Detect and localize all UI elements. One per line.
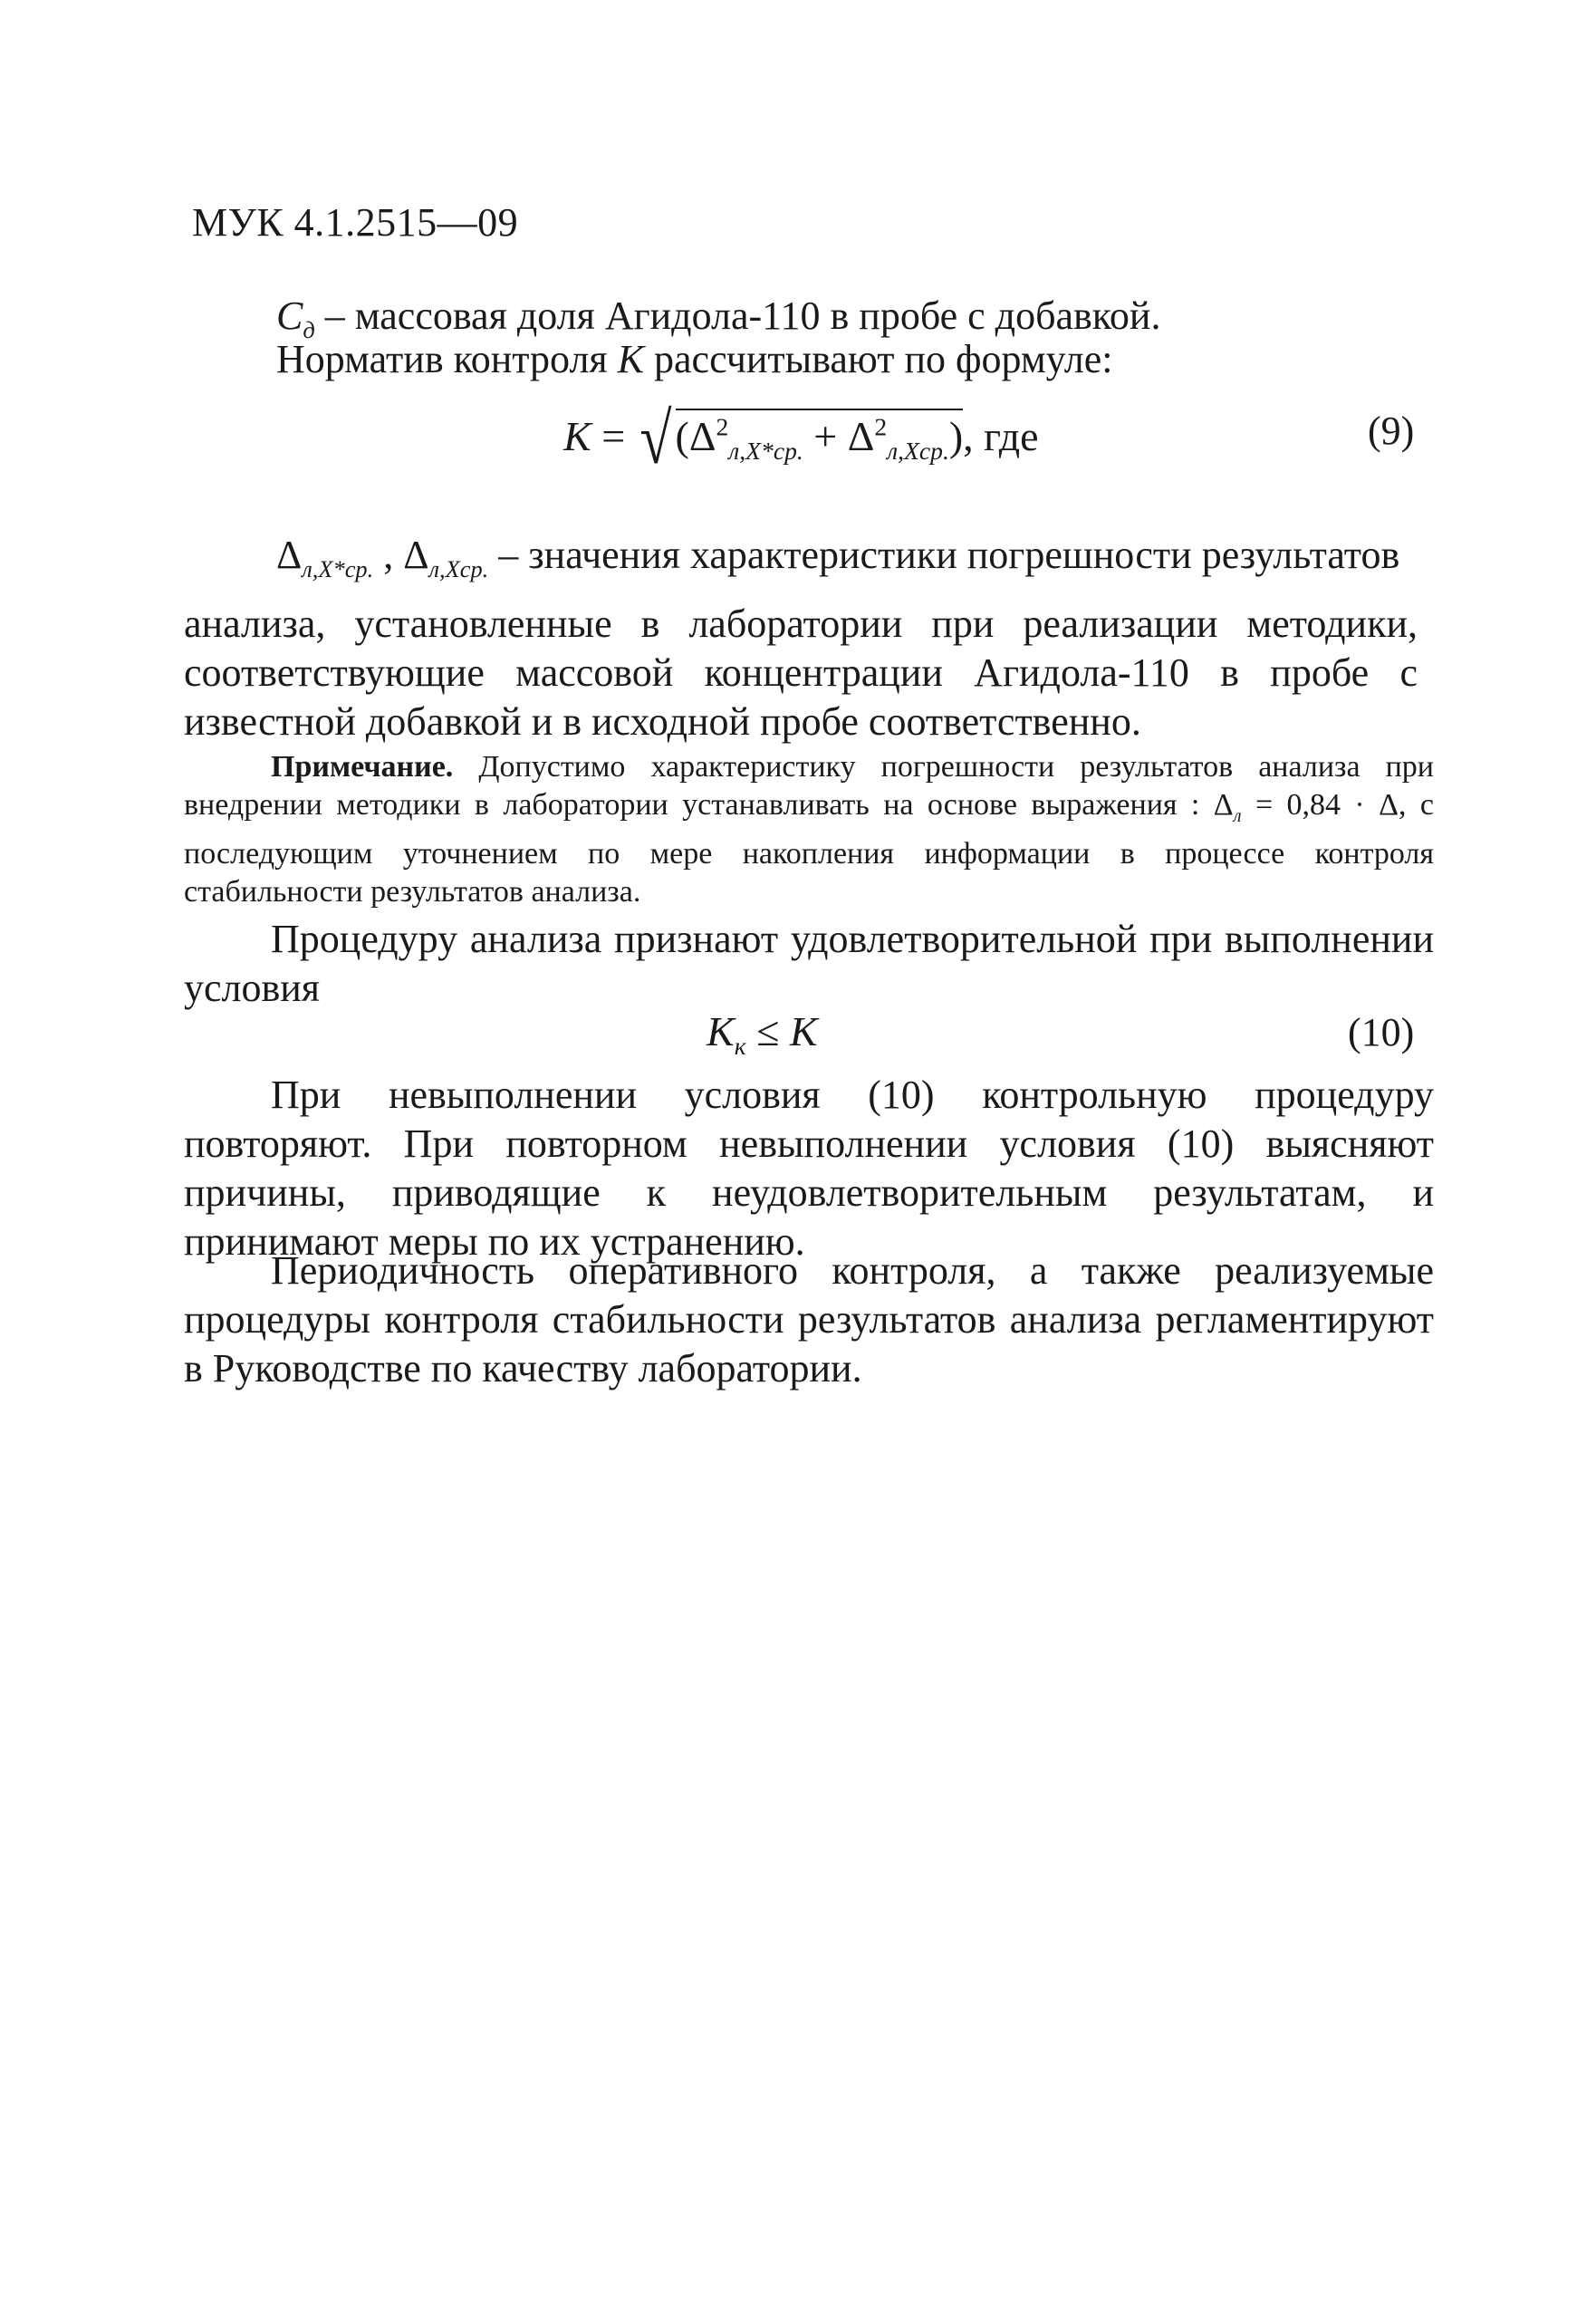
paragraph-2	[184, 915, 1434, 1013]
norm-symbol: K	[617, 337, 645, 381]
delta-comma: ,	[373, 533, 404, 577]
sqrt-radicand	[676, 409, 964, 466]
delta-definition-text: – значения характеристики погрешности результатов	[488, 533, 1400, 577]
formula10-lhs: K	[707, 1008, 735, 1054]
cd-definition-text: – массовая доля Агидола-110 в пробе с добавкой.	[314, 294, 1161, 338]
formula9-sub1: л,X*ср.	[728, 437, 803, 466]
formula9-close: )	[948, 413, 964, 459]
delta2: Δ	[403, 533, 429, 577]
formula9-sub2: л,Xср.	[887, 437, 949, 466]
formula9-lhs: K	[563, 413, 591, 459]
sqrt-sign: √	[639, 399, 672, 479]
delta2-subscript: л,Xср.	[428, 554, 489, 582]
paragraph-2-text: Процедуру анализа признают удовлетворительной при выполнении условия	[184, 917, 1434, 1010]
norm-prefix: Норматив контроля	[276, 337, 618, 381]
document-code: МУК 4.1.2515—09	[192, 200, 519, 245]
formula10-relation: ≤	[745, 1008, 790, 1054]
formula9-eq: =	[591, 413, 636, 459]
equation-number-10: (10)	[1348, 1010, 1415, 1054]
note-text-1: Допустимо характеристику погрешности результатов анализа при внедрении методики в лаборатории устанавливать на основе выражения : Δ	[184, 750, 1434, 822]
formula9-where: , где	[963, 413, 1039, 459]
formula-9	[563, 399, 1039, 481]
formula-10	[707, 1007, 818, 1061]
formula9-sup2: 2	[874, 412, 888, 441]
norm-suffix: рассчитывают по формуле:	[644, 337, 1113, 381]
paragraph-4-text: Периодичность оперативного контроля, а также реализуемые процедуры контроля стабильности результатов анализа регламентируют в Руководстве по качеству лаборатории.	[184, 1248, 1434, 1391]
formula9-open: (Δ	[675, 413, 716, 459]
cd-subscript: д	[303, 315, 315, 343]
formula10-lhs-subscript: к	[734, 1032, 746, 1061]
formula9-plus: + Δ	[803, 413, 875, 459]
equation-number-9: (9)	[1368, 409, 1415, 453]
formula9-sup1: 2	[716, 412, 729, 441]
paragraph-3	[184, 1071, 1434, 1266]
cd-symbol: C	[276, 294, 303, 338]
delta-definition-line	[276, 531, 1399, 593]
delta1: Δ	[276, 533, 303, 577]
norm-intro-line	[276, 335, 1112, 384]
note-label: Примечание.	[271, 750, 454, 784]
formula10-rhs: K	[789, 1008, 818, 1054]
paragraph-3-text: При невыполнении условия (10) контрольную процедуру повторяют. При повторном невыполнении условия (10) выясняют причины, приводящие к неудовлетворительным результатам, и принимают меры по их устранению.	[184, 1073, 1434, 1264]
paragraph-1: анализа, установленные в лаборатории при реализации методики, соответствующие массовой концентрации Агидола-110 в пробе с известной добавкой и в исходной пробе соответственно.	[184, 601, 1418, 744]
paragraph-4	[184, 1246, 1434, 1393]
delta1-subscript: л,X*ср.	[302, 554, 374, 582]
note-subscript: л	[1233, 805, 1242, 826]
note-text-2: = 0,84 · Δ, с последующим уточнением по мере накопления информации в процессе контроля стабильности результатов анализа.	[184, 788, 1434, 909]
note-paragraph	[184, 748, 1434, 911]
